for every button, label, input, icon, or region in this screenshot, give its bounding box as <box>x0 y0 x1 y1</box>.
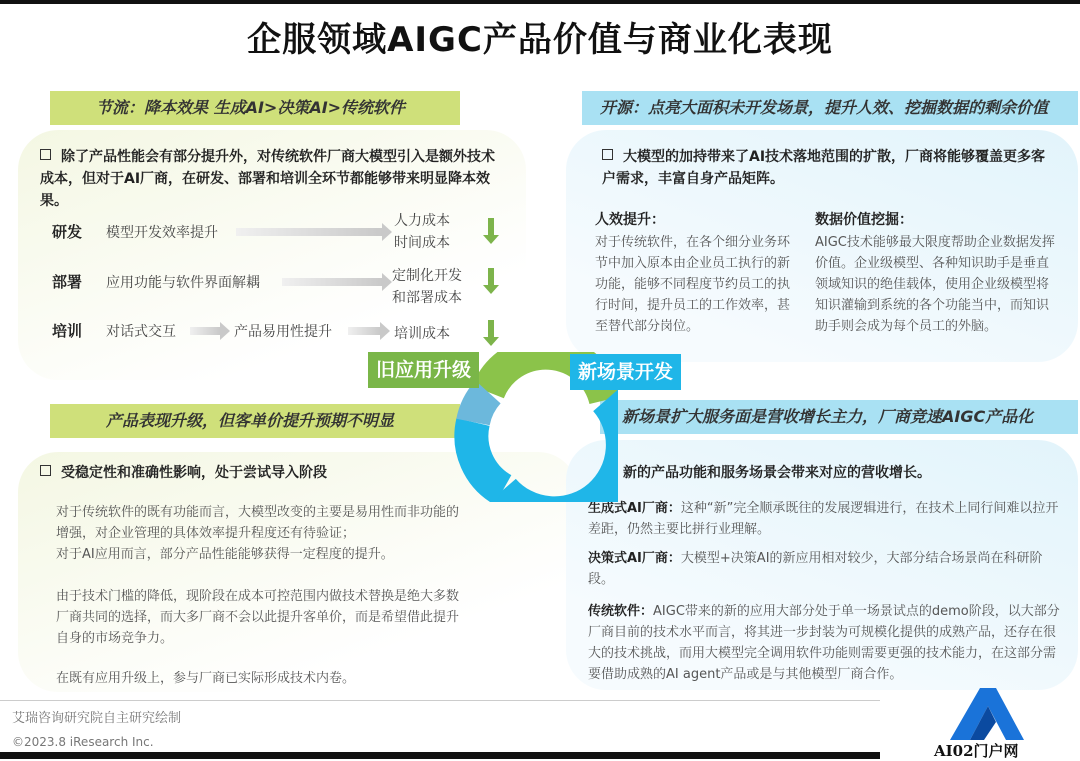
item-text: 大模型+决策AI的新应用相对较少，大部分结合场景尚在科研阶段。 <box>588 551 1043 587</box>
ribbon-new-scene: 新场景扩大服务面是营收增长主力，厂商竞速AIGC产品化 <box>600 400 1078 434</box>
item-traditional <box>588 601 1060 685</box>
item-title: 决策式AI厂商： <box>588 551 681 566</box>
row-from-rd: 模型开发效率提升 <box>106 225 218 241</box>
bottom-bar <box>0 752 880 759</box>
ribbon-upgrade: 产品表现升级，但客单价提升预期不明显 <box>50 404 460 438</box>
row-label-rd: 研发 <box>52 223 83 241</box>
col-text-efficiency: 对于传统软件，在各个细分业务环节中加入原本由企业员工执行的新功能，能够不同程度节约员工的执行时间，提升员工的工作效率，甚至替代部分岗位。 <box>595 235 791 334</box>
ribbon-cost-saving: 节流：降本效果 生成AI>决策AI>传统软件 <box>50 91 460 125</box>
bullet-cost-saving: 除了产品性能会有部分提升外，对传统软件厂商大模型引入是额外技术成本，但对于AI厂商，在研发、部署和培训全环节都能够带来明显降本效果。 <box>40 149 495 209</box>
bullet-new-scene: 新的产品功能和服务场景会带来对应的营收增长。 <box>602 462 931 484</box>
page-title: 企服领域AIGC产品价值与商业化表现 <box>247 20 833 60</box>
item-text: AIGC带来的新的应用大部分处于单一场景试点的demo阶段，以大部分厂商目前的技术水平而言，将其进一步封装为可规模化提供的成熟产品，还存在很大的技术挑战，而用大模型完全调用软件功能则需要更强的技术能力，在这部分需要借助成熟的AI agent产品或是与其他模型厂商合作。 <box>588 604 1060 682</box>
item-title: 传统软件： <box>588 604 654 619</box>
arrow-train-2 <box>348 327 380 335</box>
watermark-text: AI02门户网 <box>934 742 1019 760</box>
footer-divider <box>0 700 880 701</box>
row-to-rd: 人力成本 时间成本 <box>394 213 450 251</box>
para-upgrade-1: 对于传统软件的既有功能而言，大模型改变的主要是易用性而非功能的增强，对企业管理的具体效率提升程度还有待验证； <box>56 505 460 541</box>
label-new-scene: 新场景开发 <box>570 354 681 390</box>
bullet-upgrade: 受稳定性和准确性影响，处于尝试导入阶段 <box>40 462 327 484</box>
top-bar <box>0 0 1080 4</box>
row-from-train: 对话式交互 <box>106 324 176 340</box>
col-text-data: AIGC技术能够最大限度帮助企业数据发挥价值。企业级模型、各种知识助手是垂直领域知识的绝佳载体，使用企业级模型将知识灌输到系统的各个功能当中，而知识助手则会成为每个员工的外脑。 <box>815 235 1055 334</box>
bullet-new-value: 大模型的加持带来了AI技术落地范围的扩散，厂商将能够覆盖更多客户需求，丰富自身产品矩阵。 <box>602 149 1046 187</box>
bullet-square-icon <box>40 465 51 476</box>
item-decision <box>588 548 1060 590</box>
label-old-upgrade: 旧应用升级 <box>368 352 479 388</box>
bullet-square-icon <box>40 149 51 160</box>
row-label-deploy: 部署 <box>52 273 83 291</box>
ribbon-new-value: 开源：点亮大面积未开发场景，提升人效、挖掘数据的剩余价值 <box>582 91 1078 125</box>
source-note: 艾瑞咨询研究院自主研究绘制 <box>12 711 182 726</box>
down-arrow-icon <box>488 268 494 286</box>
item-text: 这种“新”完全顺承既往的发展逻辑进行，在技术上同行间难以拉开差距，仍然主要比拼行业理解。 <box>588 501 1059 537</box>
arrow-train-1 <box>190 327 220 335</box>
logo-icon <box>930 684 1040 742</box>
bullet-square-icon <box>602 149 613 160</box>
arrow-rd <box>236 228 382 236</box>
down-arrow-icon <box>488 218 494 236</box>
item-title: 生成式AI厂商： <box>588 501 681 516</box>
watermark-logo <box>930 684 1040 759</box>
para-upgrade-4: 在既有应用升级上，参与厂商已实际形成技术内卷。 <box>56 671 356 686</box>
para-upgrade-2: 对于AI应用而言，部分产品性能能够获得一定程度的提升。 <box>56 547 394 562</box>
item-generative <box>588 498 1060 540</box>
col-title-data: 数据价值挖掘： <box>815 212 913 228</box>
row-from-deploy: 应用功能与软件界面解耦 <box>106 275 260 291</box>
row-mid-train: 产品易用性提升 <box>234 324 332 340</box>
copyright: ©2023.8 iResearch Inc. <box>12 735 154 749</box>
row-label-train: 培训 <box>52 322 83 340</box>
row-to-deploy: 定制化开发 和部署成本 <box>392 268 462 306</box>
down-arrow-icon <box>488 320 494 338</box>
para-upgrade-3: 由于技术门槛的降低，现阶段在成本可控范围内做技术替换是绝大多数厂商共同的选择，而大多厂商不会以此提升客单价，而是希望借此提升自身的市场竞争力。 <box>56 589 460 646</box>
col-title-efficiency: 人效提升： <box>595 212 665 228</box>
arrow-deploy <box>282 278 382 286</box>
row-to-train: 培训成本 <box>394 326 450 342</box>
